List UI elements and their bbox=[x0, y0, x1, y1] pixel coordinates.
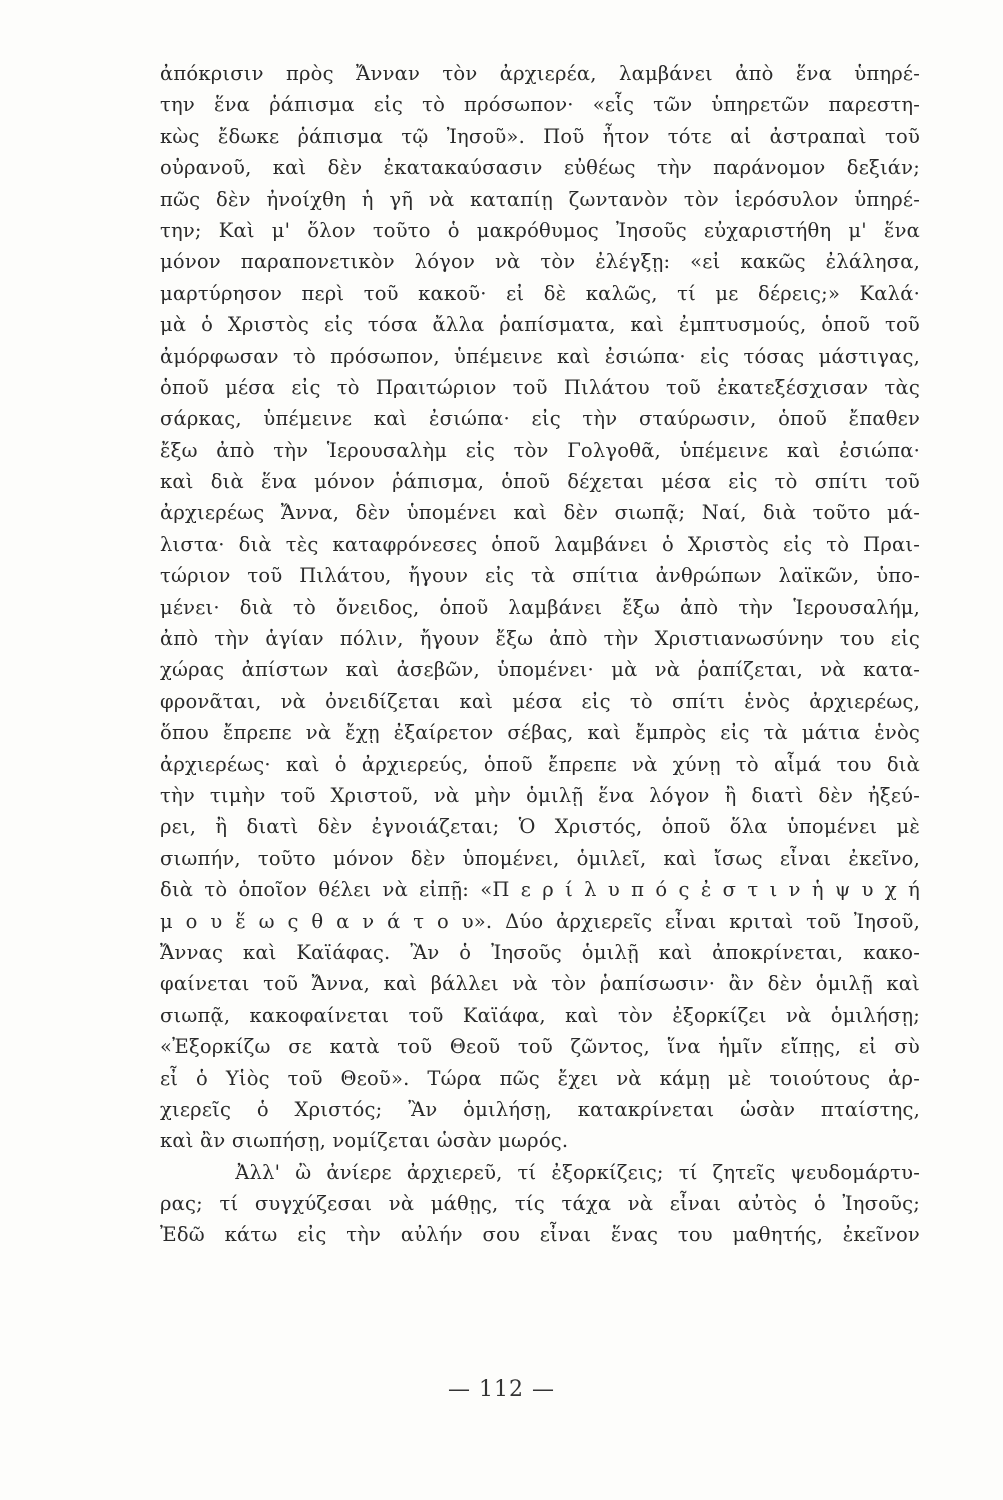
text-line: μένει· διὰ τὸ ὄνειδος, ὁποῦ λαμβάνει ἔξω ἀπὸ τὴν Ἱερουσαλήμ, bbox=[160, 595, 920, 619]
text-line: πῶς δὲν ἠνοίχθη ἡ γῆ νὰ καταπίῃ ζωντανὸν τὸν ἱερόσυλον ὑπηρέ- bbox=[160, 187, 920, 211]
body-text bbox=[160, 58, 920, 1251]
text-line: χώρας ἀπίστων καὶ ἀσεβῶν, ὑπομένει· μὰ νὰ ῥαπίζεται, νὰ κατα- bbox=[160, 658, 920, 682]
text-line: εἶ ὁ Υἱὸς τοῦ Θεοῦ». Τώρα πῶς ἔχει νὰ κάμῃ μὲ τοιούτους ἀρ- bbox=[160, 1066, 920, 1090]
text-line: τώριον τοῦ Πιλάτου, ἤγουν εἰς τὰ σπίτια ἀνθρώπων λαϊκῶν, ὑπο- bbox=[160, 564, 920, 588]
text-line: κὼς ἔδωκε ῥάπισμα τῷ Ἰησοῦ». Ποῦ ἦτον τότε αἱ ἀστραπαὶ τοῦ bbox=[160, 124, 920, 148]
text-line: ὅπου ἔπρεπε νὰ ἔχῃ ἐξαίρετον σέβας, καὶ ἔμπρὸς εἰς τὰ μάτια ἑνὸς bbox=[160, 721, 920, 745]
text-line: φρονᾶται, νὰ ὀνειδίζεται καὶ μέσα εἰς τὸ σπίτι ἑνὸς ἀρχιερέως, bbox=[160, 689, 920, 713]
text-line: καὶ ἂν σιωπήσῃ, νομίζεται ὡσὰν μωρός. bbox=[160, 1129, 569, 1153]
text-line: σάρκας, ὑπέμεινε καὶ ἐσιώπα· εἰς τὴν σταύρωσιν, ὁποῦ ἔπαθεν bbox=[160, 407, 920, 431]
text-line: Ἄννας καὶ Καϊάφας. Ἂν ὁ Ἰησοῦς ὁμιλῇ καὶ ἀποκρίνεται, κακο- bbox=[160, 940, 920, 964]
text-line: ἔξω ἀπὸ τὴν Ἱερουσαλὴμ εἰς τὸν Γολγοθᾶ, ὑπέμεινε καὶ ἐσιώπα· bbox=[160, 438, 920, 462]
text-line: καὶ διὰ ἕνα μόνον ῥάπισμα, ὁποῦ δέχεται μέσα εἰς τὸ σπίτι τοῦ bbox=[160, 470, 920, 494]
text-line: λιστα· διὰ τὲς καταφρόνεσες ὁποῦ λαμβάνει ὁ Χριστὸς εἰς τὸ Πραι- bbox=[160, 532, 920, 556]
text-line: ἀρχιερέως· καὶ ὁ ἀρχιερεύς, ὁποῦ ἔπρεπε νὰ χύνῃ τὸ αἷμά του διὰ bbox=[160, 752, 920, 776]
text-line: οὐρανοῦ, καὶ δὲν ἐκατακαύσασιν εὐθέως τὴν παράνομον δεξιάν; bbox=[160, 156, 920, 180]
text-line: διὰ τὸ ὁποῖον θέλει νὰ εἰπῇ: «Π ε ρ ί λ υ π ό ς ἐ σ τ ι ν ἡ ψ υ χ ή bbox=[160, 878, 920, 902]
text-line: μαρτύρησον περὶ τοῦ κακοῦ· εἰ δὲ καλῶς, τί με δέρεις;» Καλά· bbox=[160, 281, 920, 305]
text-line: την; Καὶ μ' ὅλον τοῦτο ὁ μακρόθυμος Ἰησοῦς εὐχαριστήθη μ' ἕνα bbox=[160, 218, 920, 242]
text-line: Ἐδῶ κάτω εἰς τὴν αὐλήν σου εἶναι ἕνας του μαθητής, ἐκεῖνον bbox=[160, 1223, 920, 1247]
text-line: σιωπήν, τοῦτο μόνον δὲν ὑπομένει, ὁμιλεῖ, καὶ ἴσως εἶναι ἐκεῖνο, bbox=[160, 846, 920, 870]
text-line: ἀπὸ τὴν ἁγίαν πόλιν, ἤγουν ἔξω ἀπὸ τὴν Χριστιανωσύνην του εἰς bbox=[160, 627, 920, 651]
text-line: μ ο υ ἕ ω ς θ α ν ά τ ο υ». Δύο ἀρχιερεῖς εἶναι κριταὶ τοῦ Ἰησοῦ, bbox=[160, 909, 920, 933]
text-line: μόνον παραπονετικὸν λόγον νὰ τὸν ἐλέγξῃ: «εἰ κακῶς ἐλάλησα, bbox=[160, 250, 920, 274]
text-line: ἀπόκρισιν πρὸς Ἄνναν τὸν ἀρχιερέα, λαμβάνει ἀπὸ ἕνα ὑπηρέ- bbox=[160, 62, 920, 85]
text-line: ὁποῦ μέσα εἰς τὸ Πραιτώριον τοῦ Πιλάτου τοῦ ἐκατεξέσχισαν τὰς bbox=[160, 375, 920, 399]
text-line: ρας; τί συγχύζεσαι νὰ μάθῃς, τίς τάχα νὰ εἶναι αὐτὸς ὁ Ἰησοῦς; bbox=[160, 1192, 920, 1216]
text-line: «Ἐξορκίζω σε κατὰ τοῦ Θεοῦ τοῦ ζῶντος, ἵνα ἡμῖν εἴπῃς, εἰ σὺ bbox=[160, 1035, 920, 1059]
text-line: Ἀλλ' ὢ ἀνίερε ἀρχιερεῦ, τί ἐξορκίζεις; τί ζητεῖς ψευδομάρτυ- bbox=[160, 1160, 920, 1184]
text-line: ἀμόρφωσαν τὸ πρόσωπον, ὑπέμεινε καὶ ἐσιώπα· εἰς τόσας μάστιγας, bbox=[160, 344, 920, 368]
text-line: μὰ ὁ Χριστὸς εἰς τόσα ἄλλα ῥαπίσματα, καὶ ἐμπτυσμούς, ὁποῦ τοῦ bbox=[160, 313, 920, 337]
text-line: ἀρχιερέως Ἄννα, δὲν ὑπομένει καὶ δὲν σιωπᾷ; Ναί, διὰ τοῦτο μά- bbox=[160, 501, 920, 525]
text-line: την ἕνα ῥάπισμα εἰς τὸ πρόσωπον· «εἷς τῶν ὑπηρετῶν παρεστη- bbox=[160, 93, 920, 117]
text-line: τὴν τιμὴν τοῦ Χριστοῦ, νὰ μὴν ὁμιλῇ ἕνα λόγον ἢ διατὶ δὲν ἠξεύ- bbox=[160, 783, 920, 807]
text-line: χιερεῖς ὁ Χριστός; Ἂν ὁμιλήσῃ, κατακρίνεται ὡσὰν πταίστης, bbox=[160, 1097, 920, 1121]
text-line: ρει, ἢ διατὶ δὲν ἐγνοιάζεται; Ὁ Χριστός, ὁποῦ ὅλα ὑπομένει μὲ bbox=[160, 815, 920, 839]
text-line: σιωπᾷ, κακοφαίνεται τοῦ Καϊάφα, καὶ τὸν ἐξορκίζει νὰ ὁμιλήσῃ; bbox=[160, 1003, 920, 1027]
text-line: φαίνεται τοῦ Ἄννα, καὶ βάλλει νὰ τὸν ῥαπίσωσιν· ἂν δὲν ὁμιλῇ καὶ bbox=[160, 972, 920, 996]
page-number: — 112 — bbox=[448, 1377, 555, 1402]
